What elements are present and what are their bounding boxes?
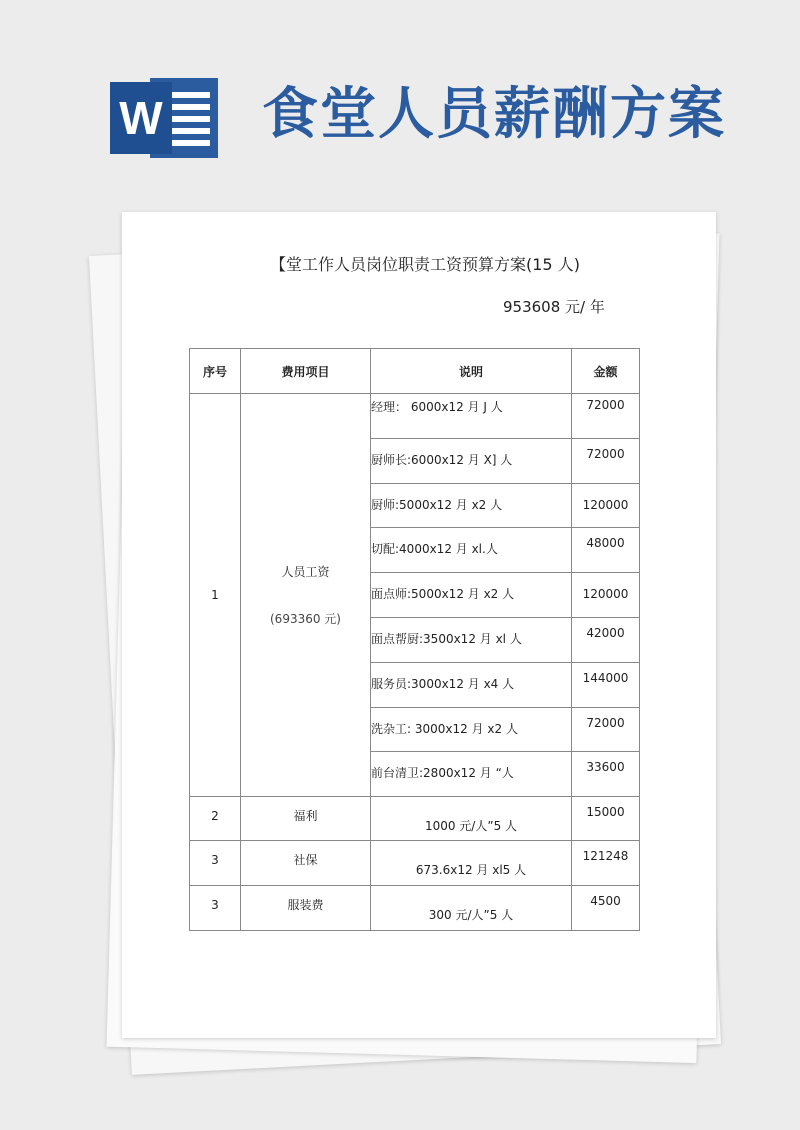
row-desc: 厨师长:6000x12 月 X] 人 bbox=[371, 439, 572, 484]
row-amount: 72000 bbox=[572, 439, 640, 484]
row-desc: 服务员:3000x12 月 x4 人 bbox=[371, 663, 572, 708]
row-amount: 33600 bbox=[572, 752, 640, 797]
row-desc: 前台清卫:2800x12 月 “人 bbox=[371, 752, 572, 797]
table-row bbox=[190, 886, 640, 931]
row-index: 3 bbox=[190, 841, 241, 886]
row-desc: 1000 元/人”5 人 bbox=[371, 797, 572, 841]
table-row bbox=[190, 841, 640, 886]
row-amount: 42000 bbox=[572, 618, 640, 663]
header-amount: 金额 bbox=[572, 349, 640, 394]
row-item: 社保 bbox=[241, 841, 371, 886]
header-desc: 说明 bbox=[371, 349, 572, 394]
budget-table bbox=[189, 348, 640, 931]
row-index: 2 bbox=[190, 797, 241, 841]
row-amount: 48000 bbox=[572, 528, 640, 573]
document-title: 【堂工作人员岗位职责工资预算方案(15 人) bbox=[270, 255, 580, 274]
row-desc: 300 元/人”5 人 bbox=[371, 886, 572, 931]
row-amount: 72000 bbox=[572, 394, 640, 439]
row-item bbox=[241, 394, 371, 797]
header-item: 费用项目 bbox=[241, 349, 371, 394]
row-desc: 厨师:5000x12 月 x2 人 bbox=[371, 484, 572, 528]
row-index: 3 bbox=[190, 886, 241, 931]
svg-text:W: W bbox=[119, 92, 163, 144]
table-row bbox=[190, 797, 640, 841]
table-row bbox=[190, 394, 640, 439]
row-desc: 切配:4000x12 月 xl.人 bbox=[371, 528, 572, 573]
word-icon bbox=[110, 78, 218, 158]
row-amount: 15000 bbox=[572, 797, 640, 841]
row-amount: 120000 bbox=[572, 573, 640, 618]
row-desc: 673.6x12 月 xl5 人 bbox=[371, 841, 572, 886]
row-desc: 面点帮厨:3500x12 月 xl 人 bbox=[371, 618, 572, 663]
row-item: 服装费 bbox=[241, 886, 371, 931]
row-amount: 120000 bbox=[572, 484, 640, 528]
table-header-row bbox=[190, 349, 640, 394]
document-total: 953608 元/ 年 bbox=[503, 298, 605, 316]
row-item-label: 人员工资 bbox=[281, 565, 330, 579]
banner-title: 食堂人员薪酬方案 bbox=[262, 81, 726, 147]
row-desc: 洗杂工: 3000x12 月 x2 人 bbox=[371, 708, 572, 752]
row-amount: 144000 bbox=[572, 663, 640, 708]
row-amount: 4500 bbox=[572, 886, 640, 931]
row-desc: 面点师:5000x12 月 x2 人 bbox=[371, 573, 572, 618]
banner bbox=[0, 0, 800, 200]
header-index: 序号 bbox=[190, 349, 241, 394]
row-item-subtotal: (693360 元) bbox=[270, 612, 341, 626]
row-amount: 121248 bbox=[572, 841, 640, 886]
row-desc: 经理： 6000x12 月 J 人 bbox=[371, 394, 572, 439]
row-index: 1 bbox=[190, 394, 241, 797]
row-amount: 72000 bbox=[572, 708, 640, 752]
row-item: 福利 bbox=[241, 797, 371, 841]
